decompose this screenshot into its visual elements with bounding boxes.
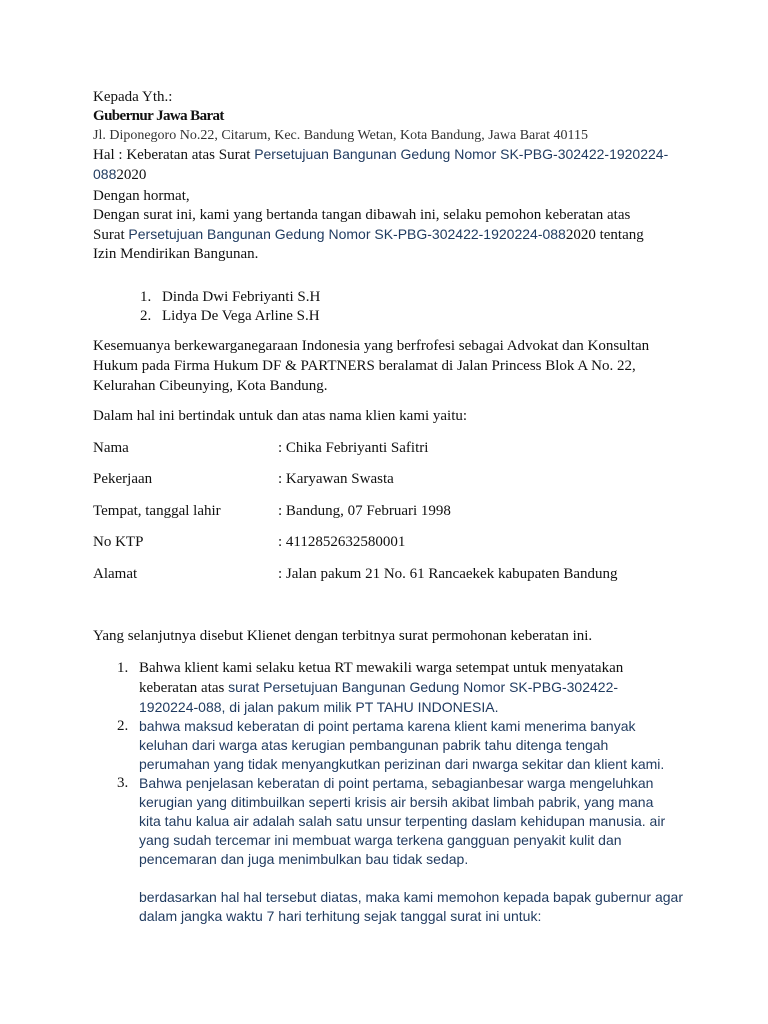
list-item	[140, 288, 698, 307]
client-row-pekerjaan	[93, 470, 394, 489]
opening-line-3: Izin Mendirikan Bangunan.	[93, 246, 259, 262]
list-number: 2.	[140, 308, 152, 324]
point-line: Bahwa penjelasan keberatan di point pertama, sebagianbesar warga mengeluhkan	[139, 775, 654, 791]
field-value: : 4112852632580001	[278, 534, 406, 550]
paragraph-line: Kelurahan Cibeunying, Kota Bandung.	[93, 378, 328, 394]
subject-link-cont: 088	[93, 166, 117, 182]
opening-link: Persetujuan Bangunan Gedung Nomor SK-PBG-302422-1920224-088	[128, 226, 566, 242]
field-label: Alamat	[93, 566, 138, 582]
point-line: kita tahu kalua air adalah salah satu unsur terpenting daslam kehidupan manusia. air	[139, 813, 666, 829]
subject-link: Persetujuan Bangunan Gedung Nomor SK-PBG-302422-1920224-	[254, 146, 669, 162]
list-number: 1.	[140, 289, 152, 305]
point-line: Bahwa klient kami selaku ketua RT mewakili warga setempat untuk menyatakan	[139, 660, 624, 676]
field-value: : Jalan pakum 21 No. 61 Rancaekek kabupaten Bandung	[278, 566, 618, 582]
paragraph-line: Hukum pada Firma Hukum DF & PARTNERS beralamat di Jalan Princess Blok A No. 22,	[93, 358, 636, 374]
header-block	[93, 88, 698, 185]
kepada-line: Kepada Yth.:	[93, 89, 173, 105]
list-item	[117, 774, 708, 869]
field-value: : Chika Febriyanti Safitri	[278, 440, 429, 456]
field-label: Nama	[93, 440, 129, 456]
recipient-name: Gubernur Jawa Barat	[93, 108, 224, 124]
field-label: Pekerjaan	[93, 471, 153, 487]
field-value: : Karyawan Swasta	[278, 471, 394, 487]
point-link: surat Persetujuan Bangunan Gedung Nomor SK-PBG-302422-	[228, 679, 619, 695]
greeting: Dengan hormat,	[93, 188, 190, 204]
opening-line-2	[93, 225, 698, 245]
subject-suffix: 2020	[116, 167, 147, 183]
paragraph-line: Kesemuanya berkewarganegaraan Indonesia yang berfrofesi sebagai Advokat dan Konsultan	[93, 338, 650, 354]
list-item	[140, 307, 698, 326]
list-number: 3.	[117, 775, 129, 791]
recipient-address: Jl. Diponegoro No.22, Citarum, Kec. Bandung Wetan, Kota Bandung, Jawa Barat 40115	[93, 128, 589, 143]
points-list	[117, 659, 708, 926]
client-intro: Dalam hal ini bertindak untuk dan atas nama klien kami yaitu:	[93, 408, 468, 424]
list-item	[117, 659, 708, 717]
opening-line-1: Dengan surat ini, kami yang bertanda tangan dibawah ini, selaku pemohon keberatan atas	[93, 207, 631, 223]
client-row-ktp	[93, 533, 406, 552]
field-value: : Bandung, 07 Februari 1998	[278, 503, 451, 519]
opening-line-2-suffix: 2020 tentang	[565, 227, 644, 243]
field-label: No KTP	[93, 534, 144, 550]
closing-line: dalam jangka waktu 7 hari terhitung sejak tanggal surat ini untuk:	[139, 908, 542, 924]
firm-paragraph	[93, 336, 698, 396]
list-number: 1.	[117, 660, 129, 676]
point-line: keluhan dari warga atas kerugian pembangunan pabrik tahu ditenga tengah	[139, 737, 609, 753]
client-row-ttl	[93, 502, 451, 521]
list-number: 2.	[117, 718, 129, 734]
client-row-nama	[93, 439, 429, 458]
lawyers-list	[140, 288, 698, 326]
closing-paragraph	[139, 888, 708, 926]
opening-block	[93, 187, 698, 264]
klienet-line: Yang selanjutnya disebut Klienet dengan terbitnya surat permohonan keberatan ini.	[93, 628, 593, 644]
lawyer-name: Dinda Dwi Febriyanti S.H	[162, 289, 321, 305]
client-row-alamat	[93, 565, 618, 584]
closing-line: berdasarkan hal hal tersebut diatas, maka kami memohon kepada bapak gubernur agar	[139, 889, 683, 905]
point-text: keberatan atas	[139, 680, 229, 696]
point-line: 1920224-088, di jalan pakum milik PT TAHU INDONESIA.	[139, 699, 499, 715]
point-line: yang sudah tercemar ini membuat warga terkena gangguan penyakit kulit dan	[139, 832, 622, 848]
lawyer-name: Lidya De Vega Arline S.H	[162, 308, 320, 324]
subject-prefix: Hal : Keberatan atas Surat	[93, 147, 255, 163]
point-line: pencemaran dan juga menimbulkan bau tidak sedap.	[139, 851, 469, 867]
point-line: kerugian yang ditimbuilkan seperti krisis air bersih akibat limbah pabrik, yang mana	[139, 794, 654, 810]
point-line: perumahan yang tidak menyangkutkan perizinan dari nwarga sekitar dan klient kami.	[139, 756, 665, 772]
point-line: bahwa maksud keberatan di point pertama karena klient kami menerima banyak	[139, 718, 636, 734]
point-line	[139, 678, 708, 698]
subject-line	[93, 145, 698, 165]
opening-line-2-prefix: Surat	[93, 227, 129, 243]
field-label: Tempat, tanggal lahir	[93, 503, 221, 519]
list-item	[117, 717, 708, 774]
subject-line-2	[93, 165, 698, 185]
